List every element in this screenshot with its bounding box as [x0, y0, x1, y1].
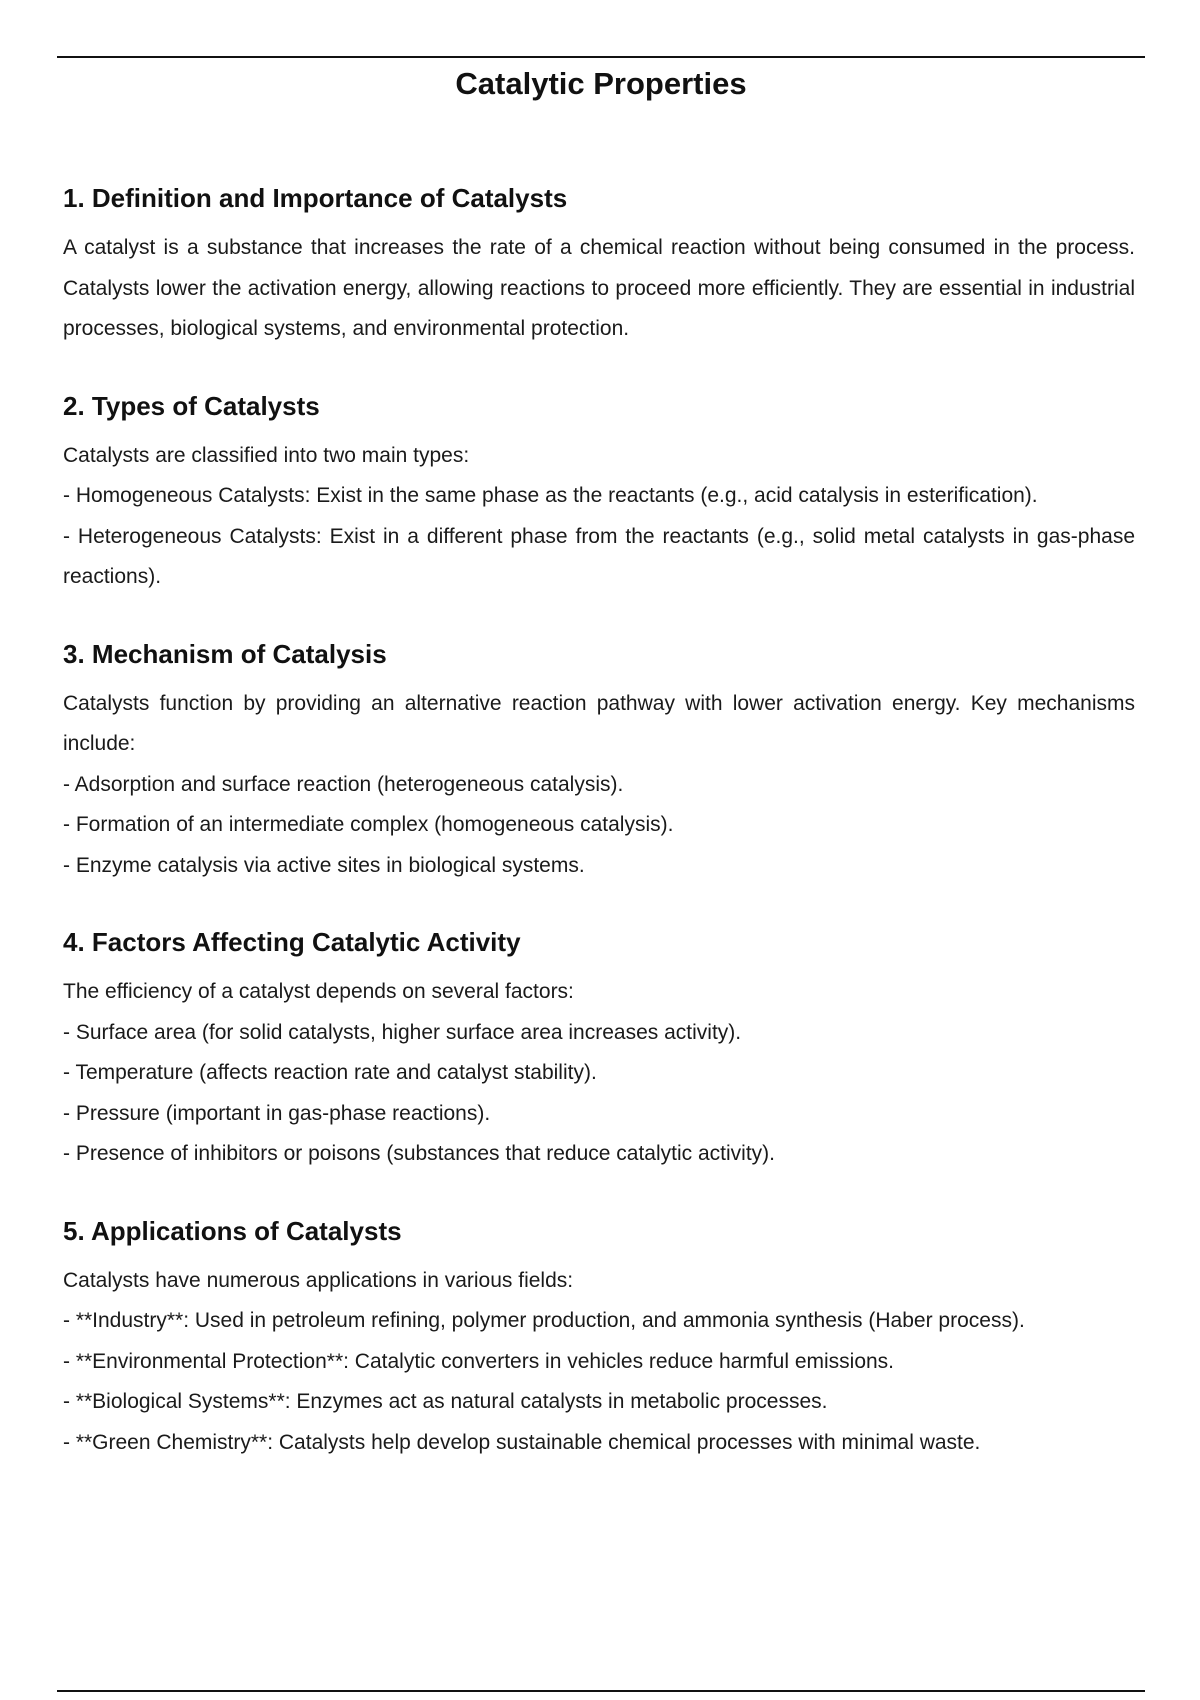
list-item: - Adsorption and surface reaction (heterogeneous catalysis). [63, 772, 624, 796]
paragraph: A catalyst is a substance that increases the rate of a chemical reaction without being consumed in the process. Catalysts lower the activation energy, allowing reactions to proceed more efficiently. They are essential in industrial processes, biological systems, and environmental protection. [63, 236, 1135, 340]
list-item: - Temperature (affects reaction rate and catalyst stability). [63, 1061, 597, 1084]
section-types [63, 386, 1135, 598]
section-heading: 1. Definition and Importance of Catalysts [63, 183, 568, 213]
paragraph: The efficiency of a catalyst depends on several factors: [63, 980, 574, 1003]
list-item: - Enzyme catalysis via active sites in biological systems. [63, 853, 585, 877]
list-item: - Formation of an intermediate complex (homogeneous catalysis). [63, 813, 674, 836]
paragraph: Catalysts have numerous applications in various fields: [63, 1268, 574, 1292]
section-applications [63, 1211, 1135, 1464]
paragraph: Catalysts are classified into two main types: [63, 443, 470, 467]
section-definition [63, 178, 1135, 350]
section-heading: 2. Types of Catalysts [63, 390, 320, 421]
section-mechanism [63, 634, 1135, 887]
list-item: - Surface area (for solid catalysts, higher surface area increases activity). [63, 1020, 742, 1044]
bottom-rule [57, 1690, 1145, 1692]
list-item: - Pressure (important in gas-phase reactions). [63, 1101, 491, 1125]
page-title: Catalytic Properties [455, 66, 747, 101]
paragraph: Catalysts function by providing an alternative reaction pathway with lower activation energy. Key mechanisms include: [63, 691, 1135, 755]
section-factors [63, 922, 1135, 1175]
list-item: - Presence of inhibitors or poisons (substances that reduce catalytic activity). [63, 1142, 775, 1165]
list-item: - **Biological Systems**: Enzymes act as natural catalysts in metabolic processes. [63, 1390, 828, 1413]
top-rule [57, 56, 1145, 58]
list-item: - Heterogeneous Catalysts: Exist in a different phase from the reactants (e.g., solid metal catalysts in gas-phase reactions). [63, 524, 1135, 588]
list-item: - **Green Chemistry**: Catalysts help develop sustainable chemical processes with minimal waste. [63, 1430, 981, 1454]
document-body [63, 178, 1135, 1499]
section-heading: 5. Applications of Catalysts [63, 1215, 402, 1246]
list-item: - Homogeneous Catalysts: Exist in the same phase as the reactants (e.g., acid catalysis in esterification). [63, 484, 1038, 507]
section-heading: 3. Mechanism of Catalysis [63, 638, 387, 669]
list-item: - **Industry**: Used in petroleum refining, polymer production, and ammonia synthesis (Haber process). [63, 1309, 1025, 1332]
list-item: - **Environmental Protection**: Catalytic converters in vehicles reduce harmful emissions. [63, 1349, 895, 1373]
section-heading: 4. Factors Affecting Catalytic Activity [63, 927, 521, 957]
